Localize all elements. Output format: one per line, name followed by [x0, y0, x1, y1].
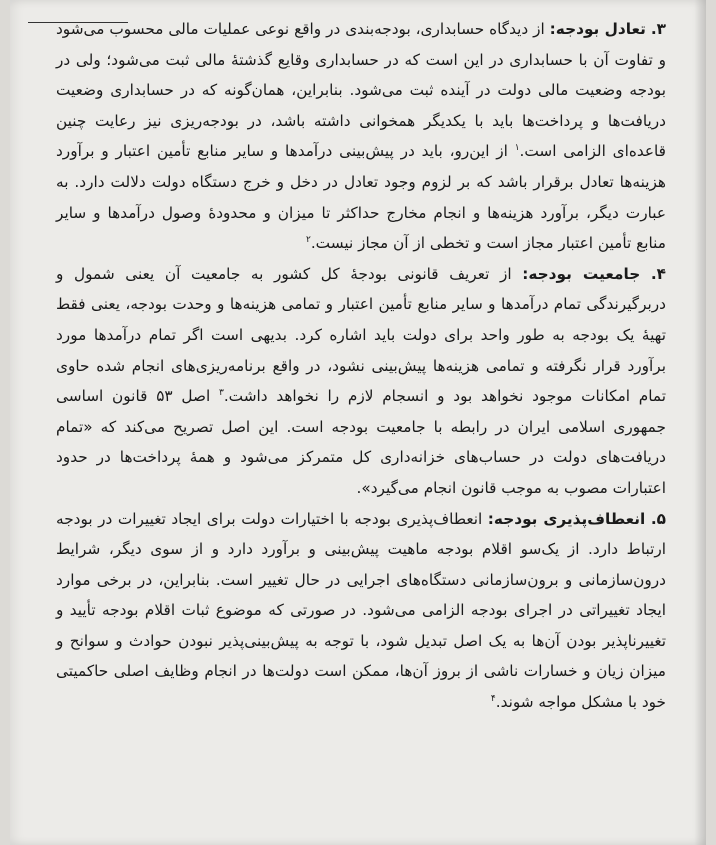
paragraph-title: جامعیت بودجه: — [522, 264, 641, 283]
paragraph-body-continued: اصل ۵۳ قانون اساسی جمهوری اسلامی ایران در رابطه با جامعیت بودجه است. این اصل تصریح می‌کند که «تمام دریافت‌های دولت در حساب‌های خزانه‌داری کل متمرکز می‌شود و همهٔ پرداخت‌ها در حدود اعتبارات مصوب به موجب قانون انجام می‌گیرد». — [56, 387, 666, 497]
page-edge-shadow — [694, 0, 706, 845]
paragraph-4 — [56, 259, 666, 504]
footnote-ref: ۲ — [305, 235, 311, 246]
paragraph-5 — [56, 504, 666, 718]
paragraph-body: از دیدگاه حسابداری، بودجه‌بندی در واقع نوعی عملیات مالی محسوب می‌شود و تفاوت آن با حسابداری در این است که در حسابداری وقایع گذشتهٔ مالی ثبت می‌شود؛ ولی در بودجه وضعیت مالی دولت در آینده ثبت می‌شود. بنابراین، همان‌گونه که در حسابداری وضعیت دریافت‌ها و پرداخت‌ها باید با یکدیگر همخوانی داشته باشد، در بودجه‌ریزی نیز رعایت چنین قاعده‌ای الزامی است. — [56, 20, 666, 161]
footnote-ref: ۳ — [218, 388, 224, 399]
paragraph-body: از تعریف قانونی بودجهٔ کل کشور به جامعیت آن یعنی شمول و دربرگیرندگی تمام درآمدها و سایر منابع تأمین اعتبار و تمامی هزینه‌ها و وحدت بودجه، یعنی فقط تهیهٔ یک بودجه به طور واحد برای دولت باید اشاره کرد. بدیهی است اگر تمام درآمدها مورد برآورد قرار نگرفته و تمامی هزینه‌ها پیش‌بینی نشود، در واقع برنامه‌ریزی‌های انجام شده حاوی تمام امکانات موجود نخواهد بود و انسجام لازم را نخواهد داشت. — [56, 264, 666, 406]
paragraph-number: ۵. — [650, 509, 666, 528]
page-text — [56, 14, 666, 718]
paragraph-3 — [56, 14, 666, 259]
paragraph-number: ۴. — [650, 264, 666, 283]
paragraph-body-continued: از این‌رو، باید در پیش‌بینی درآمدها و سایر منابع تأمین اعتبار و برآورد هزینه‌ها تعادل برقرار باشد که بر لزوم وجود تعادل در دخل و خرج دستگاه دولت دلالت دارد. به عبارت دیگر، برآورد هزینه‌ها و انجام مخارج حداکثر تا میزان و محدودهٔ وصول درآمدها و سایر منابع تأمین اعتبار مجاز است و تخطی از آن مجاز نیست. — [56, 142, 666, 253]
footnote-ref: ۱ — [514, 143, 520, 154]
footnote-ref: ۴ — [490, 693, 496, 704]
paragraph-body: انعطاف‌پذیری بودجه با اختیارات دولت برای ایجاد تغییرات در بودجه ارتباط دارد. از یک‌سو اقلام بودجه ماهیت پیش‌بینی و برآورد دارد و از سوی دیگر، شرایط درون‌سازمانی و برون‌سازمانی دستگاه‌های اجرایی در حال تغییر است. بنابراین، در برخی موارد ایجاد تغییراتی در اجرای بودجه الزامی می‌شود. در صورتی که موضوع ثبات اقلام بودجه تأیید و تغییرناپذیر بودن آن‌ها به یک اصل تبدیل شود، با توجه به پیش‌بینی‌پذیر نبودن حوادث و سوانح و میزان زیان و خسارات ناشی از بروز آن‌ها، ممکن است دولت‌ها در انجام وظایف اصلی حاکمیتی خود با مشکل مواجه شوند. — [56, 509, 666, 712]
paragraph-title: تعادل بودجه: — [549, 20, 646, 38]
paragraph-number: ۳. — [650, 20, 666, 38]
book-page — [10, 0, 706, 845]
paragraph-title: انعطاف‌پذیری بودجه: — [487, 509, 646, 528]
